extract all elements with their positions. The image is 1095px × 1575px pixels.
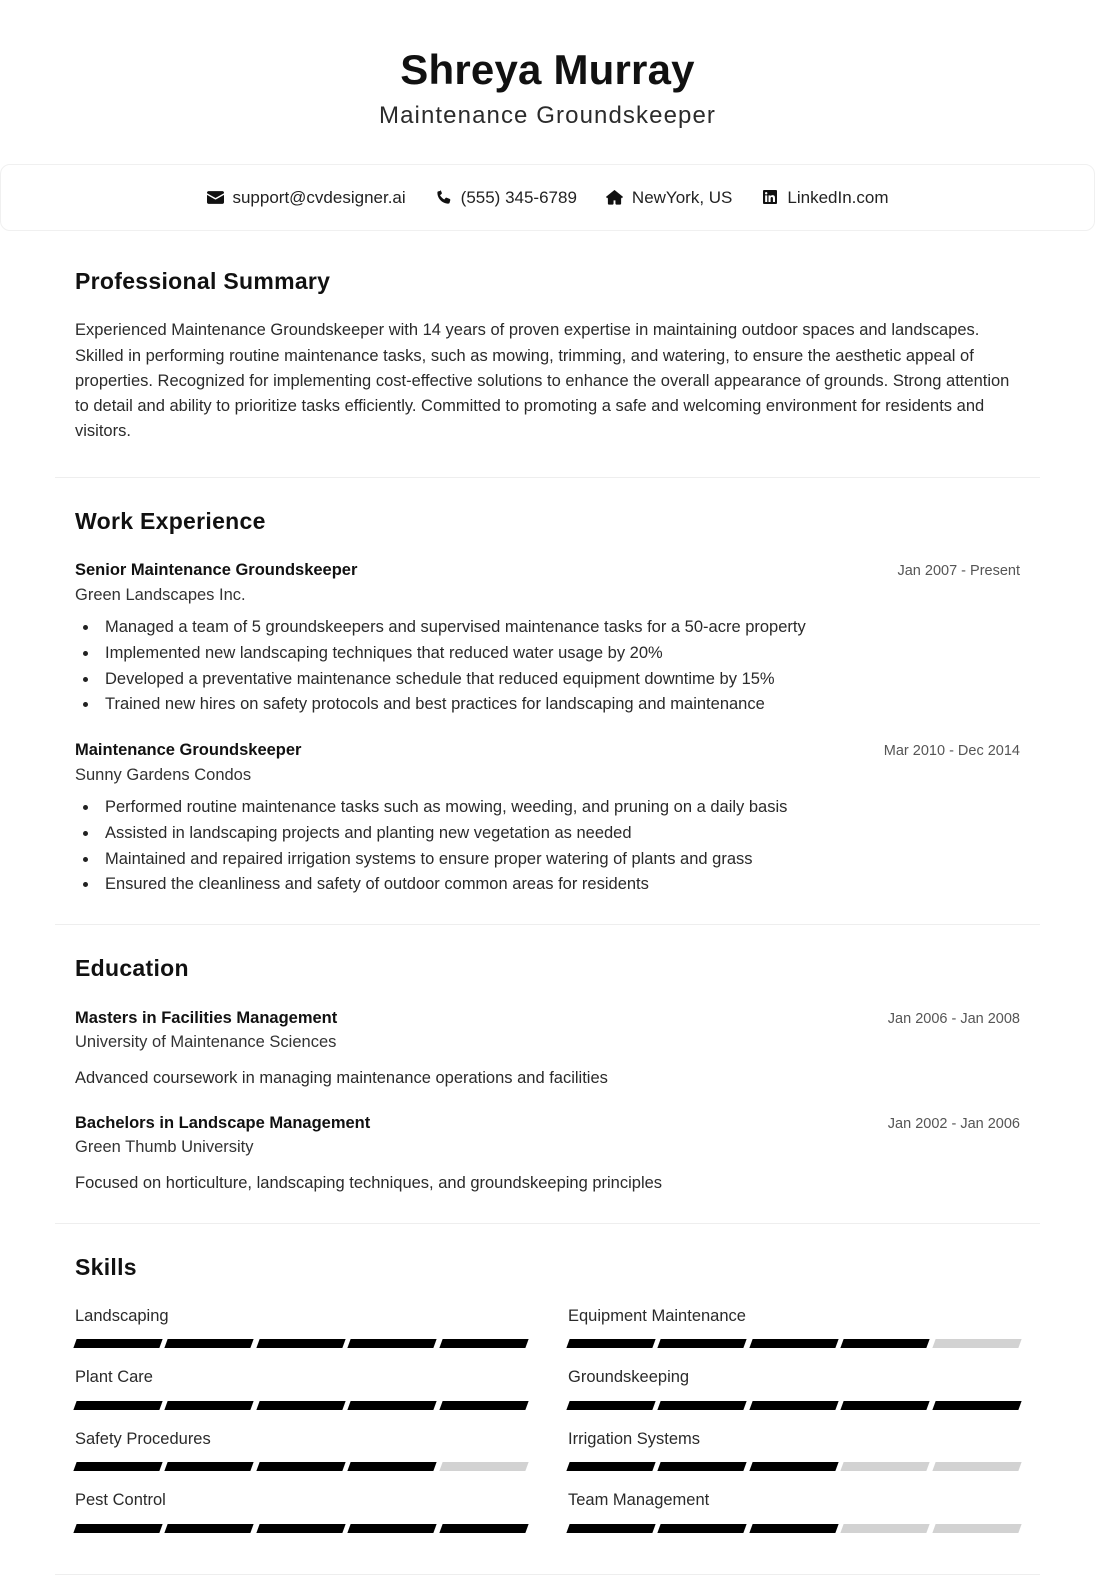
experience-bullet: • Managed a team of 5 groundskeepers and supervised maintenance tasks for a 50-acre property <box>99 615 1020 641</box>
skill-name: Irrigation Systems <box>568 1429 701 1448</box>
skill-level-segment <box>841 1339 931 1348</box>
skill-level-segment <box>165 1339 255 1348</box>
education-school: University of Maintenance Sciences <box>75 1033 337 1052</box>
education-entry <box>75 1113 1020 1196</box>
phone-icon <box>435 188 453 206</box>
skill-level-segment <box>749 1524 839 1533</box>
linkedin-icon <box>761 188 779 206</box>
skill-item <box>75 1429 527 1490</box>
skill-name: Pest Control <box>75 1491 166 1510</box>
skill-item <box>75 1490 527 1551</box>
skill-level-segment <box>165 1462 255 1471</box>
contact-phone-label: (555) 345-6789 <box>460 187 577 207</box>
contact-email-label: support@cvdesigner.ai <box>232 187 406 207</box>
contact-email[interactable] <box>206 188 405 206</box>
section-title-education: Education <box>75 955 189 982</box>
skill-level-segment <box>73 1524 163 1533</box>
skill-level-segment <box>73 1401 163 1410</box>
contact-location[interactable] <box>606 188 732 206</box>
entry-header <box>75 560 1020 581</box>
experience-entry <box>75 560 1020 718</box>
professional-summary-section <box>0 231 1095 477</box>
skill-item <box>568 1367 1020 1428</box>
education-section <box>0 925 1095 1223</box>
experience-bullet-list <box>99 795 1020 898</box>
skill-level-segment <box>73 1462 163 1471</box>
skill-item <box>75 1367 527 1428</box>
skill-level-bar <box>75 1339 527 1348</box>
skill-level-segment <box>749 1339 839 1348</box>
skill-level-segment <box>73 1339 163 1348</box>
skill-level-segment <box>348 1339 438 1348</box>
skill-level-segment <box>439 1524 529 1533</box>
skill-level-segment <box>658 1339 748 1348</box>
education-school: Green Thumb University <box>75 1138 254 1157</box>
envelope-icon <box>206 188 224 206</box>
contact-linkedin-label: LinkedIn.com <box>787 187 889 207</box>
experience-role: Senior Maintenance Groundskeeper <box>75 561 358 580</box>
skill-level-segment <box>566 1462 656 1471</box>
skill-level-segment <box>658 1462 748 1471</box>
experience-bullet: • Developed a preventative maintenance schedule that reduced equipment downtime by 15% <box>99 667 1020 693</box>
skill-level-bar <box>75 1401 527 1410</box>
skill-level-segment <box>256 1401 346 1410</box>
skill-name: Safety Procedures <box>75 1429 211 1448</box>
education-date: Jan 2006 - Jan 2008 <box>887 1010 1020 1027</box>
skill-level-segment <box>439 1462 529 1471</box>
section-title-experience: Work Experience <box>75 507 266 534</box>
skill-item <box>568 1429 1020 1490</box>
experience-company: Sunny Gardens Condos <box>75 765 252 784</box>
contact-phone[interactable] <box>435 188 577 206</box>
skill-item <box>75 1306 527 1367</box>
skill-level-bar <box>75 1462 527 1471</box>
education-degree: Bachelors in Landscape Management <box>75 1113 371 1132</box>
skill-level-bar <box>568 1401 1020 1410</box>
skill-name: Groundskeeping <box>568 1368 690 1387</box>
skill-level-segment <box>165 1401 255 1410</box>
skill-level-bar <box>568 1524 1020 1533</box>
skill-level-segment <box>348 1401 438 1410</box>
education-description: Focused on horticulture, landscaping techniques, and groundskeeping principles <box>75 1173 663 1192</box>
work-experience-section <box>0 478 1095 925</box>
skill-item <box>568 1306 1020 1367</box>
summary-text: Experienced Maintenance Groundskeeper with 14 years of proven expertise in maintaining outdoor spaces and landscapes. Skilled in performing routine maintenance tasks, such as mowing, trimming, and watering, to ensure the aesthetic appeal of properties. Recognized for implementing cost-effective solutions to enhance the overall appearance of grounds. Strong attention to detail and ability to prioritize tasks efficiently. Committed to promoting a safe and welcoming environment for residents and visitors. <box>75 321 1010 441</box>
experience-company: Green Landscapes Inc. <box>75 585 246 604</box>
section-title-summary: Professional Summary <box>75 267 331 294</box>
entry-header <box>75 1008 1020 1029</box>
skill-level-bar <box>75 1524 527 1533</box>
skill-level-segment <box>256 1462 346 1471</box>
skill-level-segment <box>841 1401 931 1410</box>
contact-location-label: NewYork, US <box>631 187 733 207</box>
education-description: Advanced coursework in managing maintenance operations and facilities <box>75 1068 608 1087</box>
skill-level-bar <box>568 1339 1020 1348</box>
home-icon <box>606 188 624 206</box>
contact-bar <box>0 164 1095 231</box>
skill-level-segment <box>932 1401 1022 1410</box>
skill-level-segment <box>256 1524 346 1533</box>
contact-linkedin[interactable] <box>761 188 888 206</box>
skill-level-segment <box>749 1462 839 1471</box>
skill-level-segment <box>932 1462 1022 1471</box>
skill-level-segment <box>566 1401 656 1410</box>
skill-level-segment <box>256 1339 346 1348</box>
section-title-skills: Skills <box>75 1254 137 1281</box>
entry-header <box>75 1113 1020 1134</box>
skills-section <box>0 1224 1095 1573</box>
education-date: Jan 2002 - Jan 2006 <box>887 1115 1020 1132</box>
skill-level-segment <box>439 1339 529 1348</box>
skill-level-segment <box>932 1524 1022 1533</box>
skill-name: Plant Care <box>75 1368 153 1387</box>
resume-header <box>0 0 1095 157</box>
experience-bullet: • Performed routine maintenance tasks such as mowing, weeding, and pruning on a daily basis <box>99 795 1020 821</box>
skill-level-segment <box>566 1524 656 1533</box>
experience-bullet: • Ensured the cleanliness and safety of outdoor common areas for residents <box>99 872 1020 898</box>
skill-level-bar <box>568 1462 1020 1471</box>
experience-role: Maintenance Groundskeeper <box>75 741 302 760</box>
experience-date: Jan 2007 - Present <box>897 563 1020 580</box>
education-entry-list <box>75 1008 1020 1196</box>
skill-level-segment <box>439 1401 529 1410</box>
skill-level-segment <box>165 1524 255 1533</box>
entry-header <box>75 740 1020 761</box>
experience-entry-list <box>75 560 1020 898</box>
skill-name: Team Management <box>568 1491 710 1510</box>
skill-level-segment <box>932 1339 1022 1348</box>
experience-bullet: • Trained new hires on safety protocols and best practices for landscaping and maintenance <box>99 692 1020 718</box>
skill-level-segment <box>658 1524 748 1533</box>
skill-name: Equipment Maintenance <box>568 1307 746 1325</box>
skill-name: Landscaping <box>75 1307 169 1325</box>
skill-level-segment <box>749 1401 839 1410</box>
skill-level-segment <box>566 1339 656 1348</box>
skill-item <box>568 1490 1020 1551</box>
skills-grid <box>75 1306 1020 1552</box>
experience-bullet: • Implemented new landscaping techniques that reduced water usage by 20% <box>99 641 1020 667</box>
experience-bullet: • Assisted in landscaping projects and planting new vegetation as needed <box>99 821 1020 847</box>
experience-bullet: • Maintained and repaired irrigation systems to ensure proper watering of plants and grass <box>99 847 1020 873</box>
skill-level-segment <box>658 1401 748 1410</box>
education-degree: Masters in Facilities Management <box>75 1008 338 1027</box>
experience-bullet-list <box>99 615 1020 718</box>
skill-level-segment <box>841 1524 931 1533</box>
skill-level-segment <box>348 1524 438 1533</box>
candidate-name: Shreya Murray <box>400 46 695 93</box>
skill-level-segment <box>348 1462 438 1471</box>
skill-level-segment <box>841 1462 931 1471</box>
education-entry <box>75 1008 1020 1091</box>
experience-entry <box>75 740 1020 898</box>
experience-date: Mar 2010 - Dec 2014 <box>883 743 1020 760</box>
candidate-job-title: Maintenance Groundskeeper <box>378 102 717 130</box>
